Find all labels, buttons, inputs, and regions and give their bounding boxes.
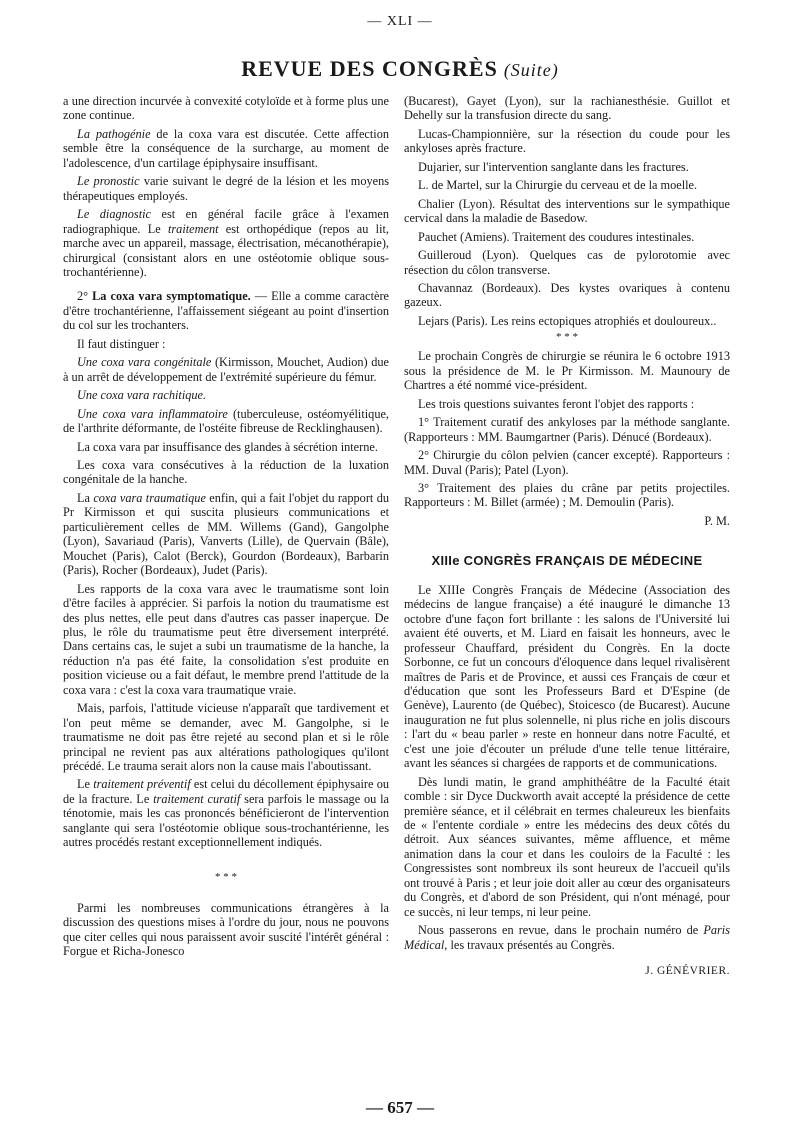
paragraph: Parmi les nombreuses communications étrangères à la discussion des questions mises à l'ordre du jour, nous ne pouvons que citer celles qui nous paraissent avoir suscité l'intérêt général : Forgue et Richa-Jonesco <box>63 900 389 959</box>
paragraph: Le XIIIe Congrès Français de Médecine (Association des médecins de langue française) a été inauguré le dimanche 13 octobre d'une façon fort brillante : les salons de l'Université lui avaient été ouverts, et M. Liard en faisait les honneurs, avec le professeur Chauffard, président du Congrès. En la docte Sorbonne, ce fut un concours d'éloquence dans lequel rivalisèrent maîtres de Paris et de Province, et aussi ces Français de cœur et d'éducation que sont les Professeurs Bard et D'Espine (de Genève), Laurento (de Québec), Stoicesco (de Bucarest). Aucune inauguration ne fut plus solennelle, ni plus riche en jolis discours : l'art du « beau parler » reste en honneur dans notre Faculté, et c'est une joie d'écouter un prélude d'une telle tenue littéraire, avant les séances si chargées de rapports et de communications. <box>404 582 730 771</box>
header-subtitle: (Suite) <box>503 60 559 80</box>
paragraph: Dujarier, sur l'intervention sanglante dans les fractures. <box>418 159 689 174</box>
section-separator: * * * <box>215 870 237 883</box>
paragraph: Chalier (Lyon). Résultat des interventions sur le sympathique cervical dans la maladie de Basedow. <box>404 196 730 226</box>
paragraph: Le prochain Congrès de chirurgie se réunira le 6 octobre 1913 sous la présidence de M. le Pr Kirmisson. M. Maunoury de Chartres a été nommé vice-président. <box>404 349 730 393</box>
paragraph: (Bucarest), Gayet (Lyon), sur la rachianesthésie. Guillot et Dehelly sur la transfusion directe du sang. <box>404 94 730 123</box>
paragraph: Les coxa vara consécutives à la réduction de la luxation congénitale de la hanche. <box>63 457 389 487</box>
paragraph: Mais, parfois, l'attitude vicieuse n'apparaît que tardivement et l'on peut même se demander, avec M. Gangolphe, si le traumatisme ne doit pas être rejeté au second plan et si le rôle principal ne revient pas aux altérations pathologiques qu'ilont précédé. Le trauma serait alors non la cause mais l'aboutissant. <box>63 701 389 774</box>
paragraph: L. de Martel, sur la Chirurgie du cerveau et de la moelle. <box>418 178 698 193</box>
paragraph: 3° Traitement des plaies du crâne par petits projectiles. Rapporteurs : M. Billet (armée) ; M. Demoulin (Paris). <box>404 480 730 510</box>
paragraph: Une coxa vara inflammatoire (tuberculeuse, ostéomyélitique, de l'arthrite déformante, de l'ostéite fibreuse de Recklinghausen). <box>63 406 389 436</box>
paragraph: Une coxa vara congénitale (Kirmisson, Mouchet, Audion) due à un arrêt de développement de l'extrémité supérieure du fémur. <box>63 355 389 384</box>
header-title: REVUE DES CONGRÈS <box>241 56 498 81</box>
left-column <box>63 94 389 963</box>
paragraph: Le traitement préventif est celui du décollement épiphysaire ou de la fracture. Le traitement curatif sera parfois le massage ou la ténotomie, mais les cas prononcés bénéficieront de l'intervention sanglante qui sera l'ostéotomie oblique sous-trochantérienne, les autres procédés restant exceptionnellement indiqués. <box>63 777 390 850</box>
paragraph: La pathogénie de la coxa vara est discutée. Cette affection semble être la conséquence de la surcharge, au moment de l'adolescence, d'un cartilage épiphysaire insuffisant. <box>63 126 389 170</box>
signature: J. GÉNÉVRIER. <box>645 965 730 978</box>
paragraph: 1° Traitement curatif des ankyloses par la méthode sanglante. (Rapporteurs : MM. Baumgartner (Paris). Dénucé (Bordeaux). <box>404 415 730 444</box>
paragraph: Chavannaz (Bordeaux). Des kystes ovariques à contenu gazeux. <box>404 280 730 310</box>
page-number-bottom: — 657 — <box>366 1098 434 1117</box>
right-column <box>404 94 730 979</box>
paragraph: La coxa vara traumatique enfin, qui a fait l'objet du rapport du Pr Kirmisson et qui suscita plusieurs communications et particulièrement celles de MM. Willems (Gand), Gangolphe (Lyon), Savariaud (Paris), Vanverts (Lille), de Quervain (Bâle), Mouchet (Paris), Calot (Berck), Gourdon (Bordeaux), Barbarin (Paris), Rocher (Bordeaux), Judet (Paris). <box>63 490 389 578</box>
section-separator: * * * <box>556 331 578 344</box>
paragraph: La coxa vara par insuffisance des glandes à sécrétion interne. <box>77 439 378 454</box>
page-number-top: — XLI — <box>367 14 433 29</box>
paragraph: Il faut distinguer : <box>77 336 166 351</box>
section-title: XIIIe CONGRÈS FRANÇAIS DE MÉDECINE <box>431 553 703 569</box>
paragraph: Les rapports de la coxa vara avec le traumatisme sont loin d'être faciles à apprécier. Si parfois la notion du traumatisme est des plus nettes, elle peut dans d'autres cas passer inaperçue. De plus, le rôle du traumatisme peut être diversement interprété. Dans certains cas, le sujet a subi un traumatisme de la hanche, la réduction n'a pas été faite, la consolidation s'est produite en position vicieuse ou a fait défaut, le membre prend l'attitude de la coxa vara : c'est la coxa vara traumatique vraie. <box>63 581 389 697</box>
paragraph: 2° Chirurgie du côlon pelvien (cancer excepté). Rapporteurs : MM. Duval (Paris); Patel (Lyon). <box>404 448 730 477</box>
paragraph: Lucas-Championnière, sur la résection du coude pour les ankyloses après fracture. <box>404 126 730 156</box>
paragraph: 2° La coxa vara symptomatique. — Elle a comme caractère d'être trochantérienne, l'affaissement siégeant au point d'insertion du col sur les trochanters. <box>63 289 389 333</box>
paragraph: Pauchet (Amiens). Traitement des coudures intestinales. <box>418 229 695 244</box>
signature: P. M. <box>704 513 730 528</box>
paragraph: Guilleroud (Lyon). Quelques cas de pylorotomie avec résection du côlon transverse. <box>404 248 730 277</box>
paragraph: Le pronostic varie suivant le degré de la lésion et les moyens thérapeutiques employés. <box>63 174 390 203</box>
paragraph: Lejars (Paris). Les reins ectopiques atrophiés et douloureux.. <box>418 313 717 328</box>
paragraph: Nous passerons en revue, dans le prochain numéro de Paris Médical, les travaux présentés au Congrès. <box>404 923 730 952</box>
paragraph: Une coxa vara rachitique. <box>77 388 207 403</box>
page-header <box>0 56 800 82</box>
paragraph: Dès lundi matin, le grand amphithéâtre de la Faculté était comble : sir Dyce Duckworth avait accepté la présidence de cette première séance, et il célébrait en termes chaleureux les bienfaits de « l'entente cordiale » entre les médecins des deux côtés du détroit. Aux séances suivantes, même affluence, et même animation dans la cour et dans les couloirs de la Faculté : les Congressistes sont nombreux ils sont heureux de l'accueil qu'ils ont trouvé à Paris ; et leur joie doit aller au cœur des organisateurs du Congrès, et d'abord de son Président, qui n'ont ménagé, pour ce succès, ni leur temps, ni leur peine. <box>404 774 730 919</box>
paragraph: Le diagnostic est en général facile grâce à l'examen radiographique. Le traitement est orthopédique (repos au lit, marche avec un appareil, massage, électrisation, mécanothérapie), chirurgical (consistant alors en une ostéotomie oblique sous-trochantérienne). <box>63 207 390 279</box>
paragraph: Les trois questions suivantes feront l'objet des rapports : <box>418 396 695 411</box>
paragraph: a une direction incurvée à convexité cotyloïde et à forme plus une zone continue. <box>63 94 389 123</box>
